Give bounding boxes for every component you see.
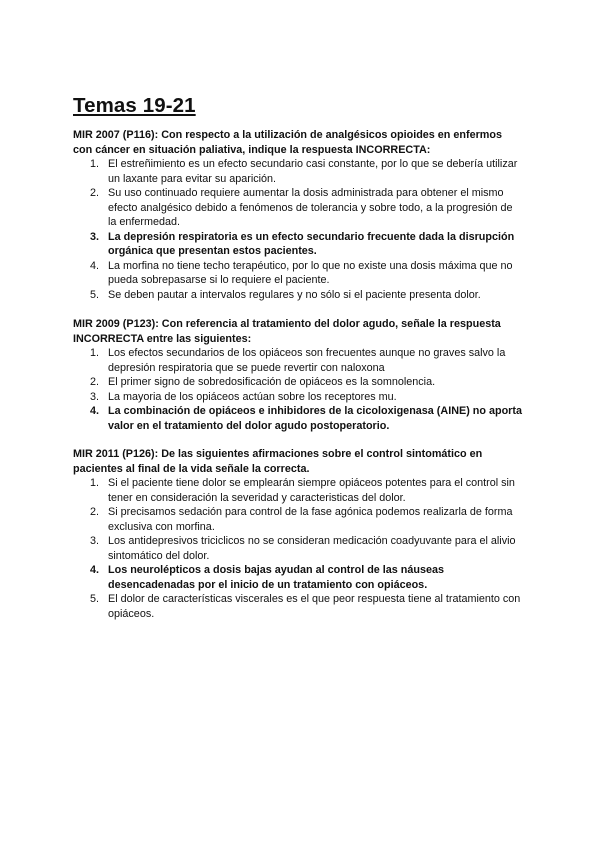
answer-option	[90, 259, 523, 288]
option-text: El primer signo de sobredosificación de opiáceos es la somnolencia.	[108, 376, 436, 388]
option-text: La depresión respiratoria es un efecto secundario frecuente dada la disrupción orgánica que presentan estos pacientes.	[108, 230, 515, 257]
option-number: 2.	[90, 187, 100, 199]
option-number: 4.	[90, 259, 100, 272]
answer-option	[90, 592, 523, 621]
option-number: 4.	[90, 405, 100, 417]
answer-option	[90, 476, 523, 505]
option-number: 3.	[90, 390, 100, 403]
option-text: La combinación de opiáceos e inhibidores de la cicoloxigenasa (AINE) no aporta valor en el tratamiento del dolor agudo postoperatorio.	[108, 405, 522, 432]
option-number: 3.	[90, 230, 100, 243]
answer-option	[90, 375, 523, 390]
question-prompt: MIR 2007 (P116): Con respecto a la utilización de analgésicos opioides en enfermos con cáncer en situación paliativa, indique la respuesta INCORRECTA:	[73, 129, 503, 156]
option-number: 5.	[90, 288, 100, 301]
question-mir-2007	[73, 128, 523, 302]
option-text: La mayoria de los opiáceos actúan sobre los receptores mu.	[108, 390, 397, 403]
option-text: Los neurolépticos a dosis bajas ayudan al control de las náuseas desencadenadas por el inicio de un tratamiento con opiáceos.	[108, 564, 445, 591]
answer-option	[90, 346, 523, 375]
answer-options	[73, 476, 523, 621]
answer-option	[90, 157, 523, 186]
option-text: El dolor de características viscerales es el que peor respuesta tiene al tratamiento con opiáceos.	[108, 593, 521, 620]
option-number: 4.	[90, 564, 100, 576]
option-text: Los efectos secundarios de los opiáceos son frecuentes aunque no graves salvo la depresión respiratoria que se puede revertir con naloxona	[108, 347, 506, 374]
question-mir-2011	[73, 447, 523, 621]
option-number: 1.	[90, 158, 100, 170]
question-mir-2009	[73, 317, 523, 433]
answer-option-highlighted	[90, 230, 523, 259]
option-text: Los antidepresivos triciclicos no se consideran medicación coadyuvante para el alivio sintomático del dolor.	[108, 535, 516, 562]
answer-option	[90, 186, 523, 230]
question-prompt: MIR 2009 (P123): Con referencia al tratamiento del dolor agudo, señale la respuesta INCORRECTA entre las siguientes:	[73, 318, 501, 345]
option-number: 2.	[90, 376, 100, 388]
answer-option	[90, 288, 523, 303]
option-text: Si el paciente tiene dolor se emplearán siempre opiáceos potentes para el control sin tener en consideración la severidad y caracteristicas del dolor.	[108, 477, 515, 504]
option-text: El estreñimiento es un efecto secundario casi constante, por lo que se debería utilizar un laxante para evitar su aparición.	[108, 158, 518, 185]
answer-option-highlighted	[90, 404, 523, 433]
answer-options	[73, 157, 523, 302]
option-number: 1.	[90, 477, 100, 489]
option-text: La morfina no tiene techo terapéutico, por lo que no existe una dosis máxima que no pueda sobrepasarse si lo requiere el paciente.	[108, 259, 513, 286]
question-prompt: MIR 2011 (P126): De las siguientes afirmaciones sobre el control sintomático en pacientes al final de la vida señale la correcta.	[73, 448, 483, 475]
answer-option-highlighted	[90, 563, 523, 592]
answer-option	[90, 390, 523, 405]
answer-option	[90, 534, 523, 563]
option-number: 3.	[90, 535, 100, 547]
option-number: 2.	[90, 506, 100, 518]
option-number: 1.	[90, 347, 100, 359]
option-text: Se deben pautar a intervalos regulares y no sólo si el paciente presenta dolor.	[108, 288, 481, 301]
answer-option	[90, 505, 523, 534]
page-title: Temas 19-21	[73, 94, 196, 117]
answer-options	[73, 346, 523, 433]
option-number: 5.	[90, 593, 100, 605]
option-text: Si precisamos sedación para control de la fase agónica podemos realizarla de forma exclusiva con morfina.	[108, 506, 513, 533]
option-text: Su uso continuado requiere aumentar la dosis administrada para obtener el mismo efecto analgésico debido a fenómenos de tolerancia y sobre todo, a la progresión de la enfermedad.	[108, 187, 513, 228]
